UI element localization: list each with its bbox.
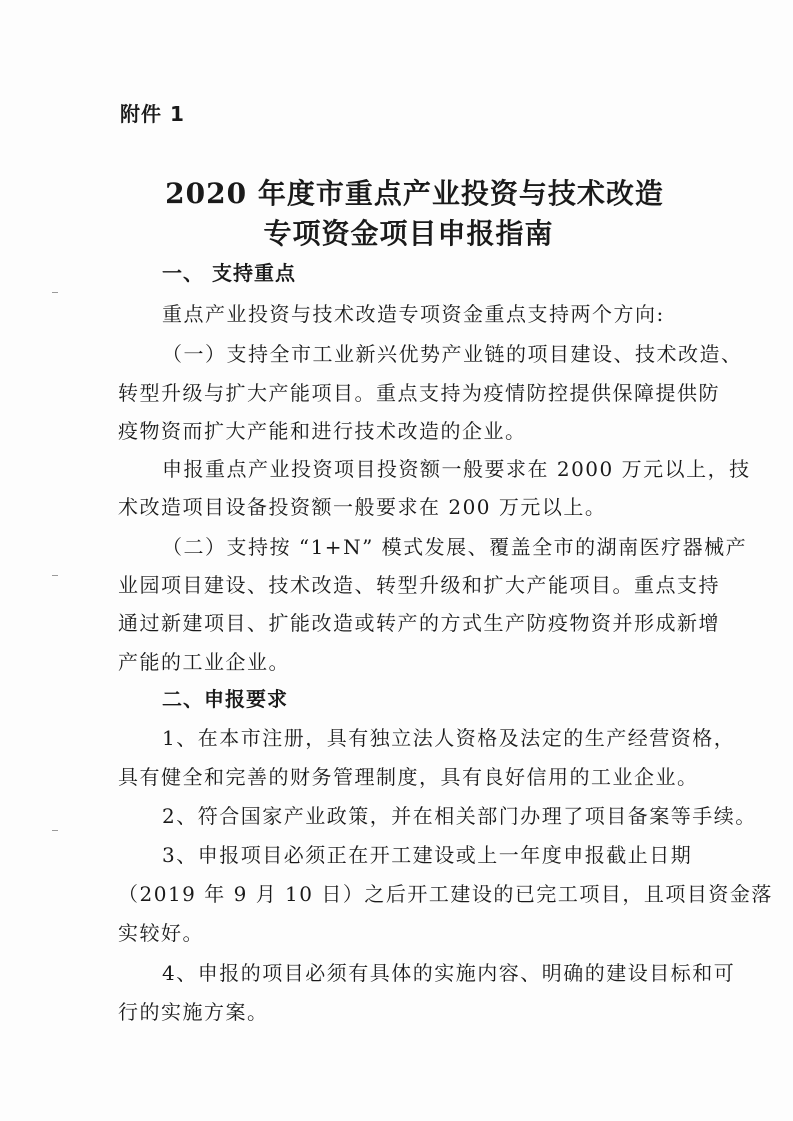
- paragraph-line: （2019 年 9 月 10 日）之后开工建设的已完工项目，且项目资金落: [118, 882, 773, 906]
- paragraph-line: 3、申报项目必须正在开工建设或上一年度申报截止日期: [162, 843, 693, 867]
- section-heading-requirements: 二、申报要求: [162, 687, 288, 711]
- paragraph-line: 4、申报的项目必须有具体的实施内容、明确的建设目标和可: [162, 961, 736, 985]
- document-title-line-1: 2020 年度市重点产业投资与技术改造: [165, 177, 664, 210]
- paragraph-line: 具有健全和完善的财务管理制度，具有良好信用的工业企业。: [118, 765, 699, 789]
- document-title-line-2: 专项资金项目申报指南: [263, 217, 554, 250]
- attachment-label: 附件 1: [120, 102, 185, 126]
- paragraph-line: （一）支持全市工业新兴优势产业链的项目建设、技术改造、: [162, 342, 743, 366]
- paragraph-line: 2、符合国家产业政策，并在相关部门办理了项目备案等手续。: [162, 804, 757, 828]
- paragraph-line: 1、在本市注册，具有独立法人资格及法定的生产经营资格，: [162, 726, 736, 750]
- paragraph-line: （二）支持按 “1+N” 模式发展、覆盖全市的湖南医疗器械产: [162, 535, 748, 559]
- paragraph-line: 疫物资而扩大产能和进行技术改造的企业。: [118, 419, 527, 443]
- margin-mark: [52, 830, 58, 831]
- paragraph-line: 业园项目建设、技术改造、转型升级和扩大产能项目。重点支持: [118, 573, 720, 597]
- paragraph-line: 通过新建项目、扩能改造或转产的方式生产防疫物资并形成新增: [118, 611, 720, 635]
- margin-mark: [52, 292, 58, 293]
- paragraph-line: 转型升级与扩大产能项目。重点支持为疫情防控提供保障提供防: [118, 381, 720, 405]
- section-heading-support-focus: 一、 支持重点: [162, 261, 296, 285]
- paragraph-line: 行的实施方案。: [118, 1000, 269, 1024]
- paragraph-line: 实较好。: [118, 921, 204, 945]
- paragraph-line: 术改造项目设备投资额一般要求在 200 万元以上。: [118, 495, 607, 519]
- margin-mark: [52, 575, 58, 576]
- paragraph-line: 重点产业投资与技术改造专项资金重点支持两个方向:: [162, 302, 665, 326]
- paragraph-line: 产能的工业企业。: [118, 650, 290, 674]
- paragraph-line: 申报重点产业投资项目投资额一般要求在 2000 万元以上，技: [162, 457, 751, 481]
